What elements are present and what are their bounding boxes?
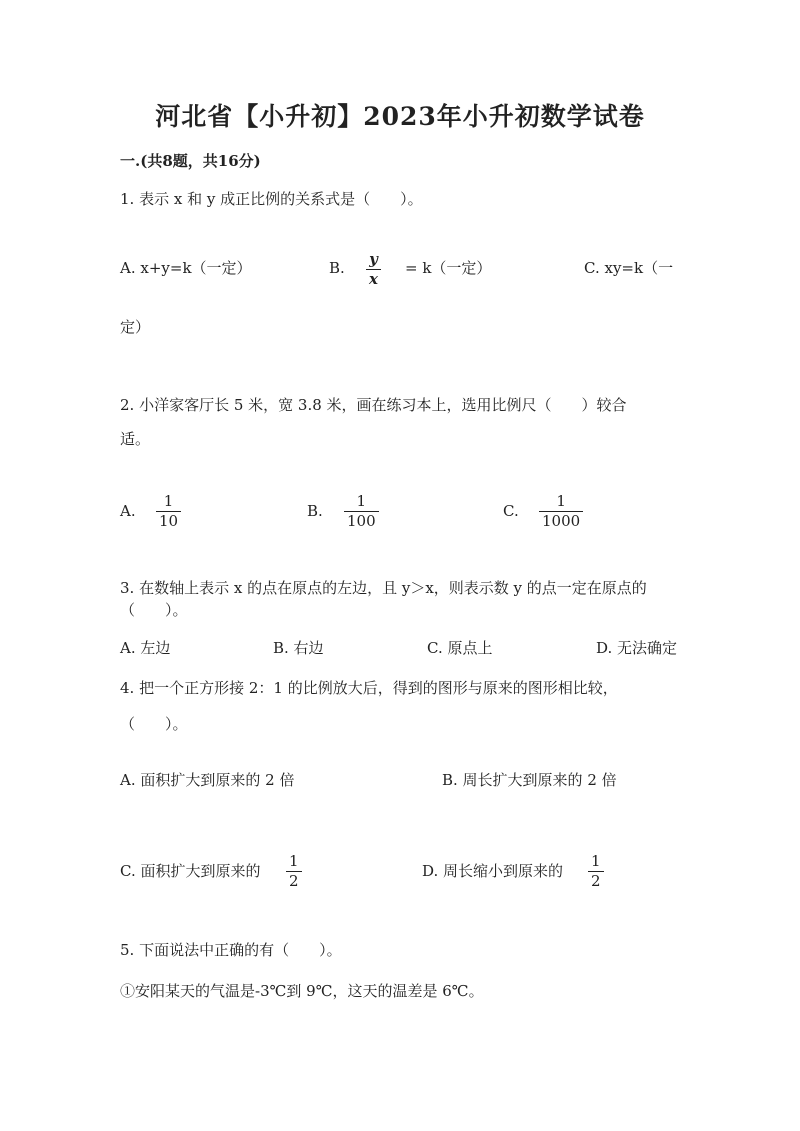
fraction-denominator: 1000 bbox=[542, 512, 581, 530]
question-3-stem-line-2: （ ）。 bbox=[120, 601, 188, 619]
fraction-denominator: x bbox=[369, 270, 378, 288]
question-2-option-c-fraction bbox=[539, 493, 583, 530]
fraction-numerator: 1 bbox=[591, 852, 601, 870]
question-1-option-b-label: B. bbox=[329, 259, 345, 277]
question-1-stem: 1. 表示 x 和 y 成正比例的关系式是（ ）。 bbox=[120, 190, 423, 208]
section-heading: 一.(共8题，共16分) bbox=[120, 152, 261, 170]
question-4-option-d-fraction bbox=[588, 853, 604, 890]
fraction-numerator: 1 bbox=[289, 852, 299, 870]
fraction-denominator: 2 bbox=[289, 872, 299, 890]
fraction-numerator: 1 bbox=[356, 492, 367, 510]
question-1-option-b-fraction bbox=[366, 251, 381, 288]
question-5-item-1: ①安阳某天的气温是-3℃到 9℃，这天的温差是 6℃。 bbox=[120, 982, 484, 1000]
question-3-option-c: C. 原点上 bbox=[427, 639, 493, 657]
question-4-option-c-text: C. 面积扩大到原来的 bbox=[120, 862, 261, 880]
question-3-stem-line-1: 3. 在数轴上表示 x 的点在原点的左边，且 y＞x，则表示数 y 的点一定在原点的 bbox=[120, 579, 647, 597]
question-1-option-c: C. xy=k（一 bbox=[584, 259, 674, 277]
question-4-option-a: A. 面积扩大到原来的 2 倍 bbox=[120, 771, 295, 789]
fraction-denominator: 10 bbox=[159, 512, 179, 530]
fraction-numerator: y bbox=[369, 250, 378, 268]
question-4-option-b: B. 周长扩大到原来的 2 倍 bbox=[442, 771, 617, 789]
question-2-option-b-label: B. bbox=[307, 502, 323, 520]
fraction-denominator: 100 bbox=[347, 512, 376, 530]
question-3-option-a: A. 左边 bbox=[120, 639, 171, 657]
question-3-option-d: D. 无法确定 bbox=[596, 639, 678, 657]
question-2-stem-line-2: 适。 bbox=[120, 430, 151, 448]
question-2-stem-line-1: 2. 小洋家客厅长 5 米，宽 3.8 米，画在练习本上，选用比例尺（ ）较合 bbox=[120, 396, 627, 414]
page-title: 河北省【小升初】2023年小升初数学试卷 bbox=[155, 102, 645, 131]
question-4-stem-line-2: （ ）。 bbox=[120, 715, 188, 733]
question-2-option-a-label: A. bbox=[120, 502, 136, 520]
question-1-option-c-wrap: 定） bbox=[120, 318, 151, 336]
fraction-numerator: 1 bbox=[556, 492, 566, 510]
question-2-option-a-fraction bbox=[156, 493, 181, 530]
question-4-stem-line-1: 4. 把一个正方形接 2：1 的比例放大后，得到的图形与原来的图形相比较， bbox=[120, 679, 618, 697]
question-1-option-b-tail: = k（一定） bbox=[405, 259, 492, 277]
question-5-stem: 5. 下面说法中正确的有（ ）。 bbox=[120, 941, 342, 959]
question-4-option-c-fraction bbox=[286, 853, 302, 890]
fraction-denominator: 2 bbox=[591, 872, 601, 890]
question-3-option-b: B. 右边 bbox=[273, 639, 324, 657]
question-2-option-b-fraction bbox=[344, 493, 379, 530]
question-2-option-c-label: C. bbox=[503, 502, 519, 520]
fraction-numerator: 1 bbox=[163, 492, 174, 510]
question-1-option-a: A. x+y=k（一定） bbox=[120, 259, 252, 277]
question-4-option-d-text: D. 周长缩小到原来的 bbox=[422, 862, 564, 880]
